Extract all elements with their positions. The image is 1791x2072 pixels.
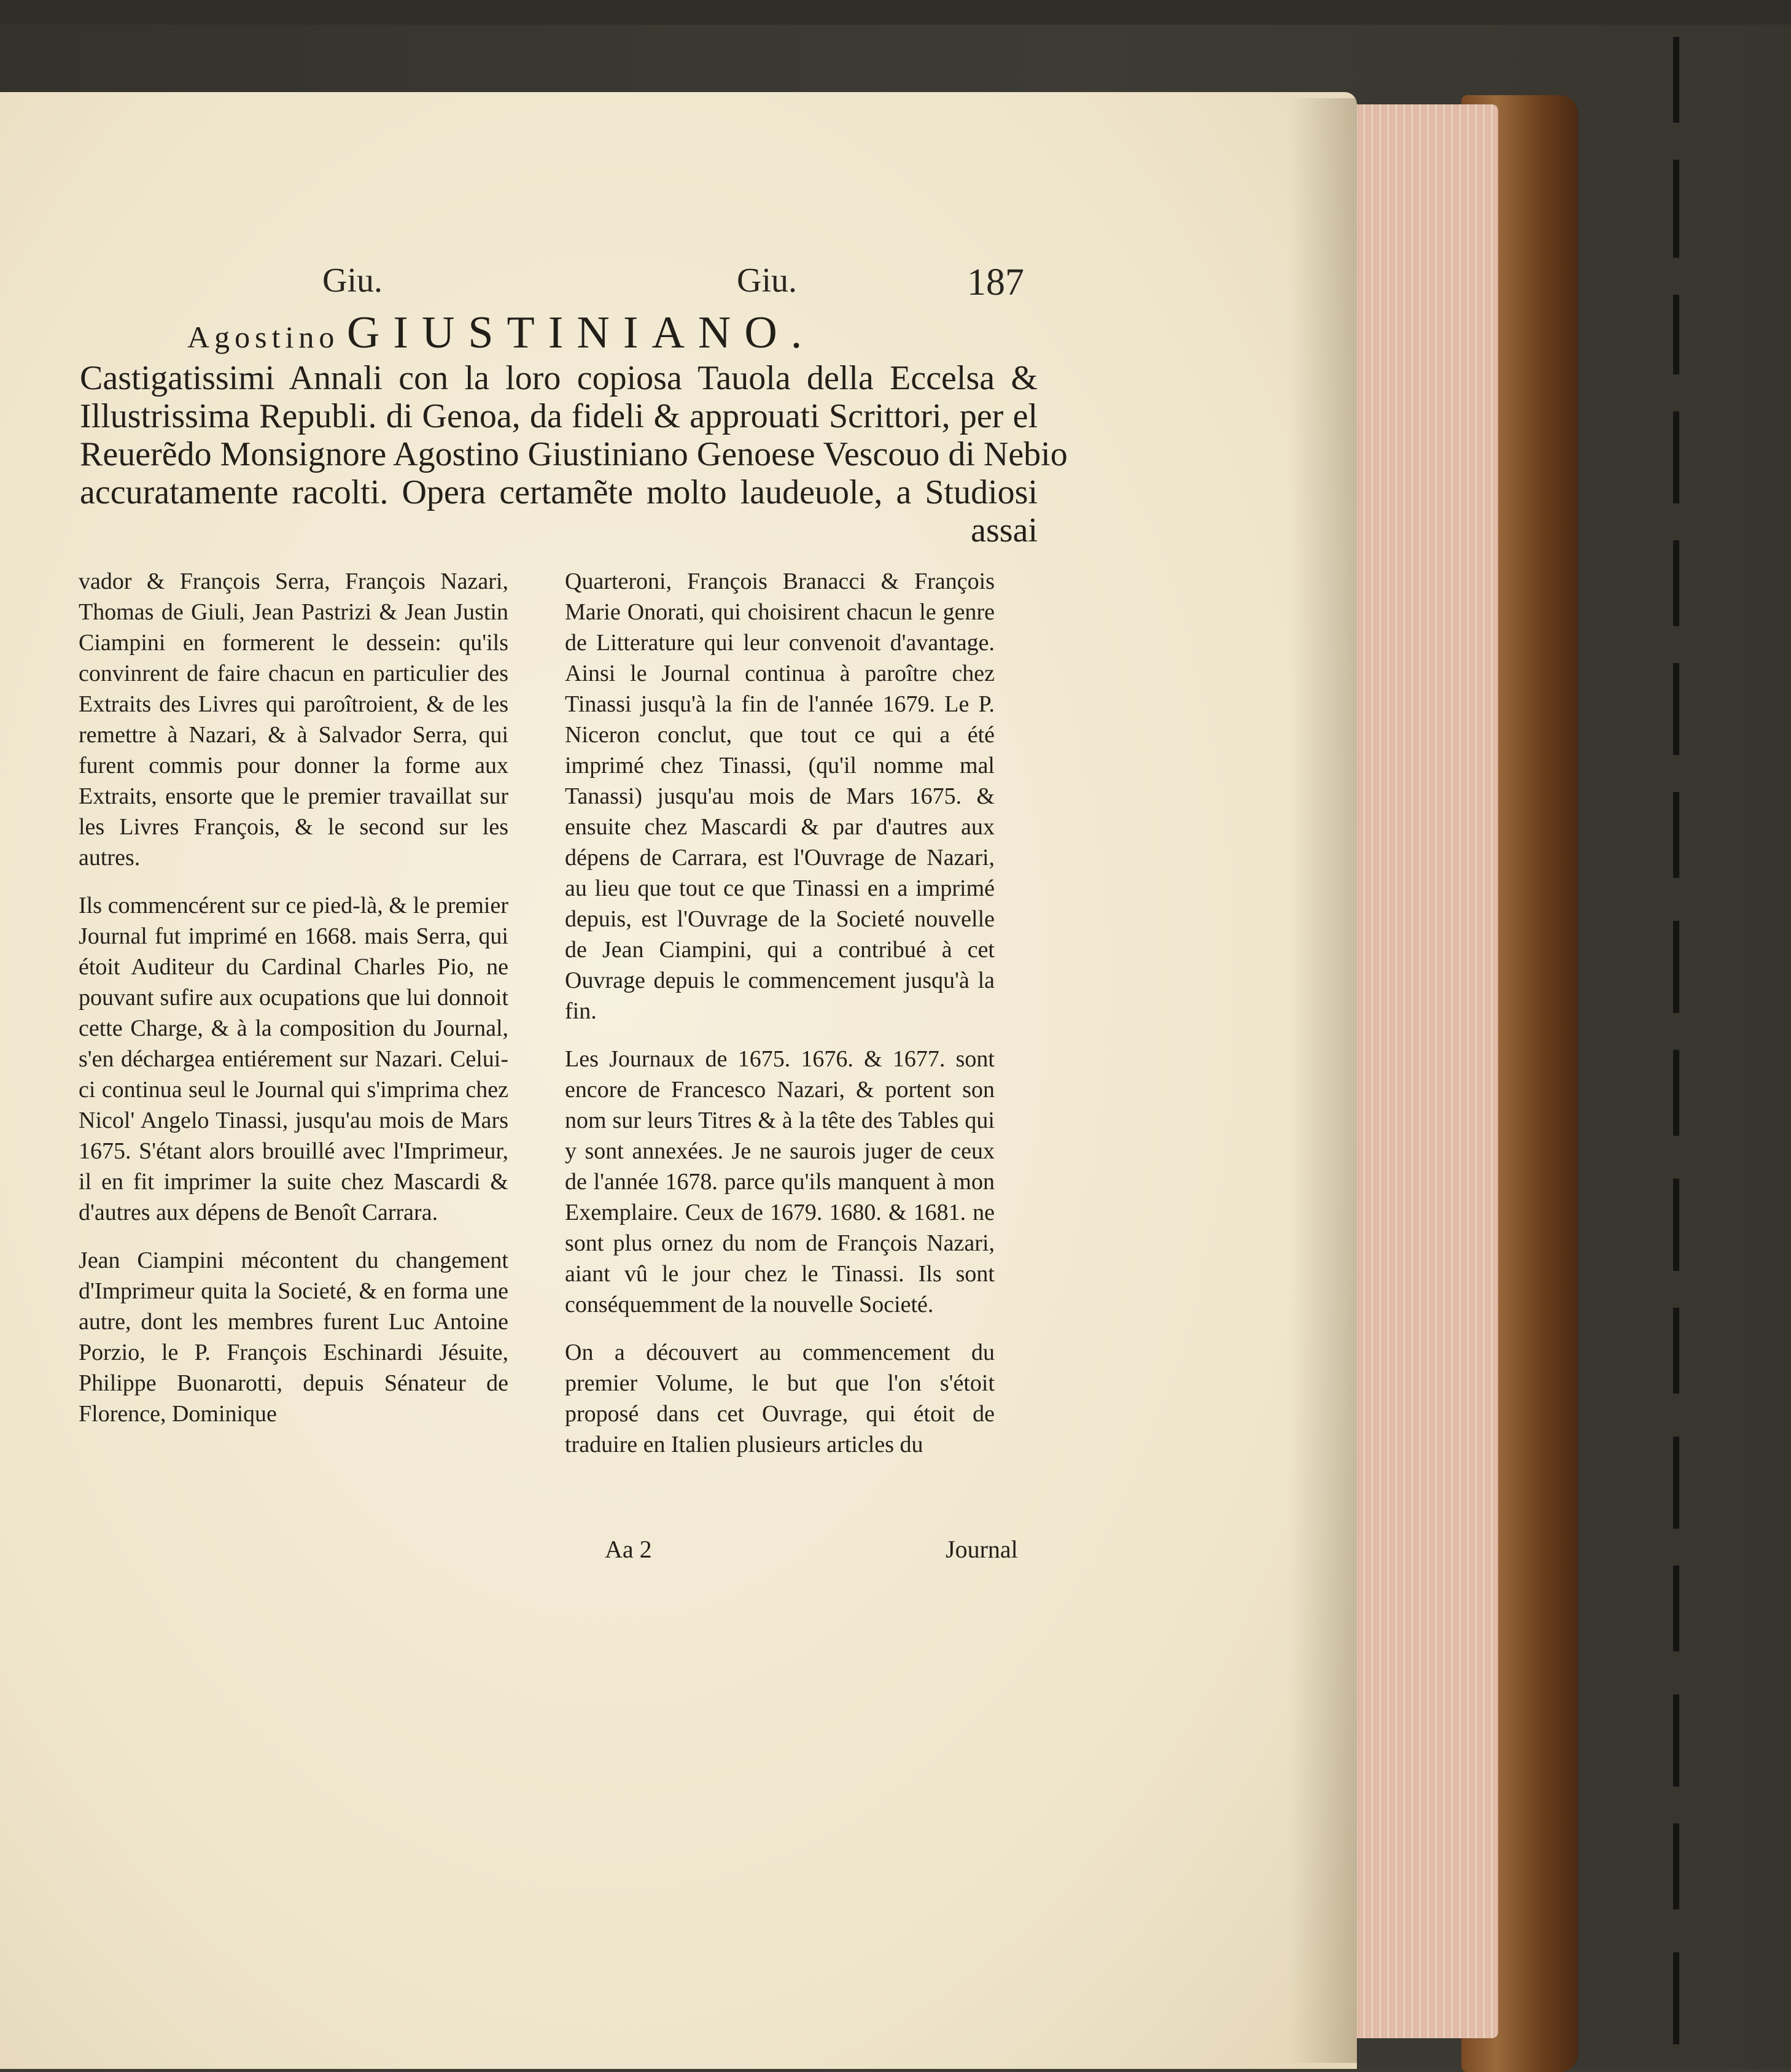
paragraph: Ils commencérent sur ce pied-là, & le premier Journal fut imprimé en 1668. mais Serra, qui étoit Auditeur du Cardinal Charles Pio, ne pouvant sufire aux ocupations que lui donnoit cette Charge, & à la composition du Journal, s'en déchargea entiérement sur Nazari. Celui-ci continua seul le Journal qui s'imprima chez Nicol' Angelo Tinassi, jusqu'au mois de Mars 1675. S'étant alors brouillé avec l'Imprimeur, il en fit imprimer la suite chez Mascardi & d'autres aux dépens de Benoît Carrara. bbox=[79, 893, 508, 1225]
paragraph: On a découvert au commencement du premier Volume, le but que l'on s'étoit proposé dans cet Ouvrage, qui étoit de traduire en Italien plusieurs articles du bbox=[565, 1340, 995, 1457]
italian-line: accuratamente racolti. Opera certamẽte molto laudeuole, a Studiosi bbox=[80, 473, 1038, 511]
paragraph: Les Journaux de 1675. 1676. & 1677. sont encore de Francesco Nazari, & portent son nom sur leurs Titres & à la tête des Tables qui y sont annexées. Je ne saurois juger de ceux de l'année 1678. parce qu'ils manquent à mon Exemplaire. Ceux de 1679. 1680. & 1681. ne sont plus ornez du nom de François Nazari, aiant vû le jour chez le Tinassi. Ils sont conséquemment de la nouvelle Societé. bbox=[565, 1046, 995, 1317]
right-column bbox=[565, 566, 995, 1477]
paragraph: Quarteroni, François Branacci & François Marie Onorati, qui choisirent chacun le genre de Litterature qui leur convenoit d'avantage. Ainsi le Journal continua à paroître chez Tinassi jusqu'à la fin de l'année 1679. Le P. Niceron conclut, que tout ce qui a été imprimé chez Tinassi, (qu'il nomme mal Tanassi) jusqu'au mois de Mars 1675. & ensuite chez Mascardi & par d'autres aux dépens de Carrara, est l'Ouvrage de Nazari, au lieu que tout ce que Tinassi en a imprimé depuis, est l'Ouvrage de la Societé nouvelle de Jean Ciampini, qui a contribué à cet Ouvrage depuis le commencement jusqu'à la fin. bbox=[565, 568, 995, 1024]
italian-title-block bbox=[80, 359, 1068, 549]
italian-line: Reuerẽdo Monsignore Agostino Giustiniano Genoese Vescouo di Nebio bbox=[80, 435, 1068, 473]
running-head-left: Giu. bbox=[322, 262, 383, 300]
ruler-tick bbox=[1673, 1050, 1679, 1136]
ruler-tick bbox=[1673, 160, 1679, 258]
ruler-tick bbox=[1673, 1694, 1679, 1787]
catchword: Journal bbox=[946, 1535, 1018, 1563]
ruler-tick bbox=[1673, 1566, 1679, 1651]
ruler-tick bbox=[1673, 921, 1679, 1013]
scan-top-strip bbox=[0, 0, 1791, 25]
ruler-tick bbox=[1673, 295, 1679, 374]
left-column bbox=[79, 566, 508, 1446]
ruler-tick bbox=[1673, 1823, 1679, 1909]
ruler-tick bbox=[1673, 411, 1679, 503]
paragraph: Jean Ciampini mécontent du changement d'Imprimeur quita la Societé, & en forma une autre, dont les membres furent Luc Antoine Porzio, le P. François Eschinardi Jésuite, Philippe Buonarotti, depuis Sénateur de Florence, Dominique bbox=[79, 1247, 508, 1427]
title-first-name: Agostino bbox=[187, 320, 340, 354]
italian-line: Castigatissimi Annali con la loro copiosa Tauola della Eccelsa & bbox=[80, 359, 1038, 397]
italian-line: assai bbox=[971, 511, 1038, 549]
ruler-tick bbox=[1673, 1308, 1679, 1394]
ruler-tick bbox=[1673, 37, 1679, 123]
page-edges bbox=[1335, 104, 1498, 2038]
paragraph: vador & François Serra, François Nazari, Thomas de Giuli, Jean Pastrizi & Jean Justin Ciampini en formerent le dessein: qu'ils convinrent de faire chacun en particulier des Extraits des Livres qui paroîtroient, & de les remettre à Nazari, & à Salvador Serra, qui furent commis pour donner la forme aux Extraits, ensorte que le premier travaillat sur les Livres François, & le second sur les autres. bbox=[79, 568, 508, 871]
ruler-tick bbox=[1673, 1437, 1679, 1529]
entry-title bbox=[187, 307, 815, 359]
italian-line: Illustrissima Republi. di Genoa, da fideli & approuati Scrittori, per el bbox=[80, 397, 1038, 435]
ruler-tick bbox=[1673, 540, 1679, 626]
ruler-tick bbox=[1673, 1179, 1679, 1271]
ruler-tick bbox=[1673, 1952, 1679, 2044]
signature-mark: Aa 2 bbox=[605, 1535, 652, 1563]
ruler-tick bbox=[1673, 792, 1679, 878]
running-head-center: Giu. bbox=[737, 262, 797, 300]
page-number: 187 bbox=[967, 262, 1024, 303]
title-surname: GIUSTINIANO. bbox=[346, 308, 816, 358]
ruler-tick bbox=[1673, 663, 1679, 755]
page-gutter-shadow bbox=[1289, 98, 1357, 2063]
